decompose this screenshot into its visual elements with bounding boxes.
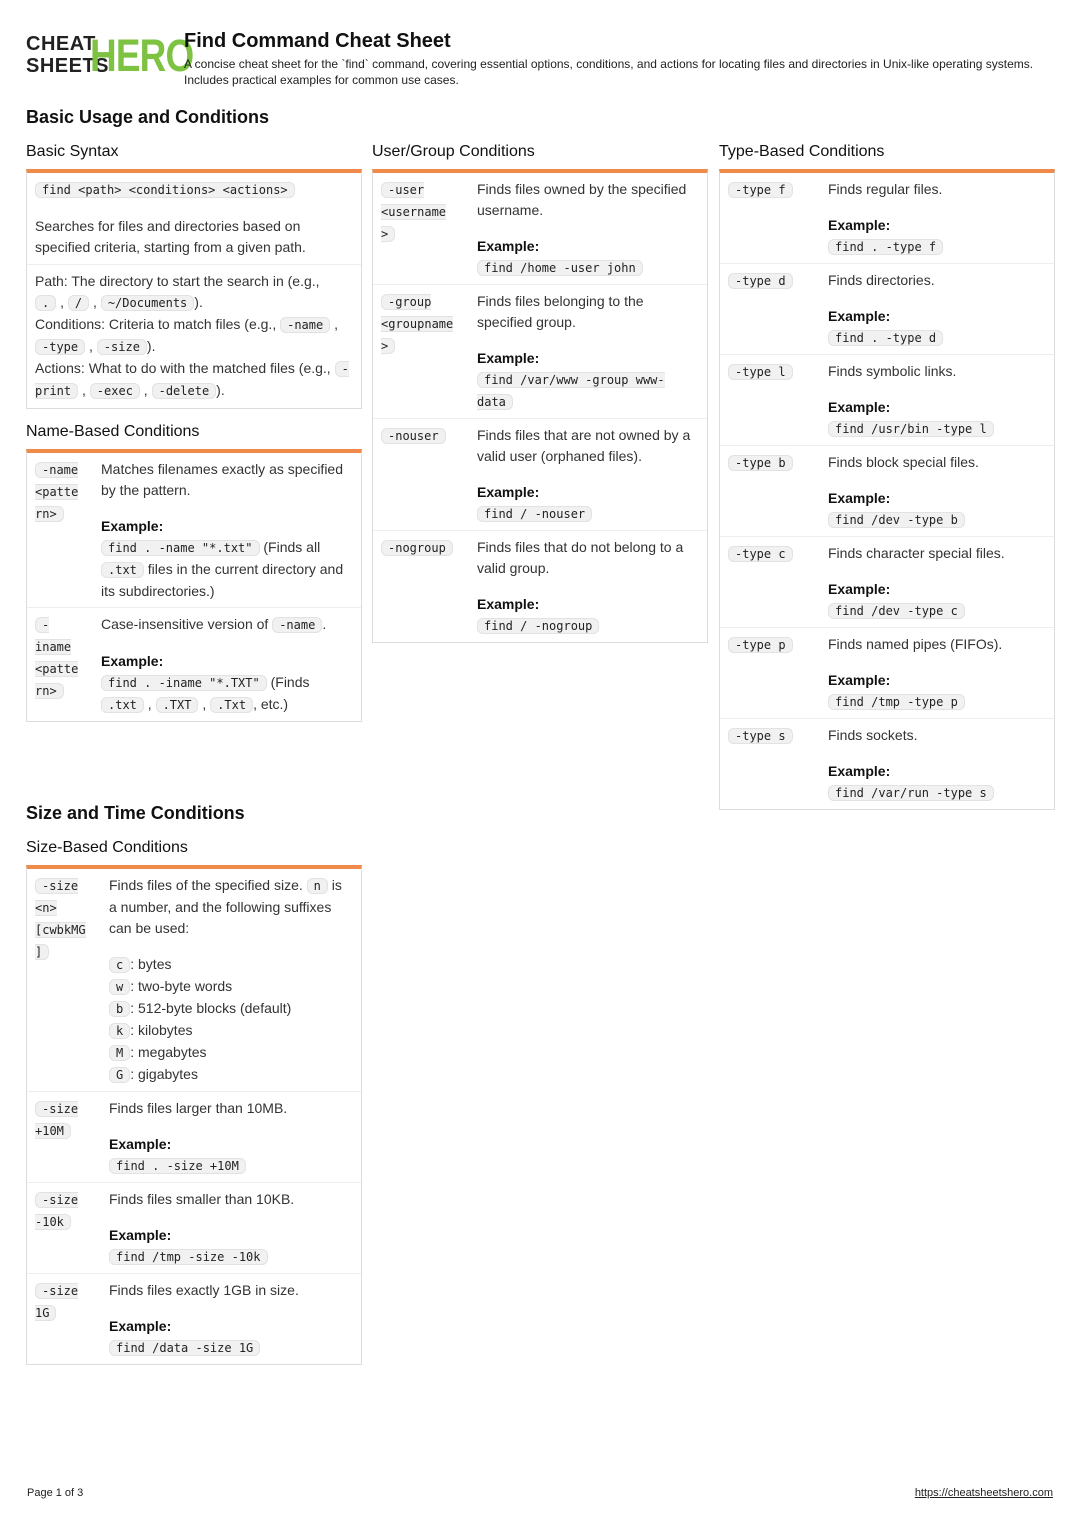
row-example: find . -type f (828, 236, 1046, 258)
syntax-code: find <path> <conditions> <actions> (35, 182, 295, 198)
column-3 (719, 143, 1055, 810)
code-delete: -delete (152, 383, 217, 399)
suffix-item: G : gigabytes (109, 1064, 353, 1086)
example-label: Example: (477, 238, 540, 254)
page-title: Find Command Cheat Sheet (184, 30, 451, 52)
row-example: find /dev -type b (828, 509, 1046, 531)
row-description: Finds symbolic links. (828, 363, 957, 379)
row-key: -type f (728, 182, 793, 198)
row-example: find / -nouser (477, 503, 699, 525)
example-label: Example: (828, 581, 891, 597)
example-label: Example: (109, 1136, 172, 1152)
table-row (27, 1274, 361, 1364)
section-size-time-title: Size and Time Conditions (26, 803, 245, 823)
syntax-description: Searches for files and directories based on specified criteria, starting from a given path. (35, 218, 306, 255)
path-line: Path: The directory to start the search in (e.g., . , / , ~/Documents ). (35, 273, 320, 310)
suffix-list (109, 954, 353, 1086)
example-label: Example: (477, 596, 540, 612)
row-key: -type s (728, 728, 793, 744)
syntax-parts (27, 265, 361, 408)
row-example: find /tmp -type p (828, 691, 1046, 713)
row-description: Finds files exactly 1GB in size. (109, 1282, 299, 1298)
syntax-block (27, 173, 361, 265)
row-example: find /home -user john (477, 257, 699, 279)
code-root: / (68, 295, 89, 311)
row-description: Finds files owned by the specified username. (477, 181, 687, 218)
suffix-item: w : two-byte words (109, 976, 353, 998)
size-based-title: Size-Based Conditions (26, 839, 188, 856)
row-description: Matches filenames exactly as specified by the pattern. (101, 461, 343, 498)
row-key: -type b (728, 455, 793, 471)
table-row (27, 869, 361, 1092)
row-key: -type p (728, 637, 793, 653)
table-row (720, 719, 1054, 809)
row-description: Finds files larger than 10MB. (109, 1100, 288, 1116)
type-based-title: Type-Based Conditions (719, 143, 885, 160)
code-dot: . (35, 295, 56, 311)
row-example: find /usr/bin -type l (828, 418, 1046, 440)
example-label: Example: (828, 490, 891, 506)
example-label: Example: (828, 308, 891, 324)
code-documents: ~/Documents (101, 295, 194, 311)
code-name: -name (280, 317, 330, 333)
code-exec: -exec (90, 383, 140, 399)
row-description: Finds character special files. (828, 545, 1005, 561)
code-type: -type (35, 339, 85, 355)
table-row (373, 173, 707, 285)
row-example: find /dev -type c (828, 600, 1046, 622)
site-link[interactable]: https://cheatsheetshero.com (914, 1487, 1053, 1499)
row-key: -size -10k (35, 1193, 79, 1229)
example-label: Example: (828, 399, 891, 415)
suffix-item: b : 512-byte blocks (default) (109, 998, 353, 1020)
row-key: -type c (728, 546, 793, 562)
row-key: -group <groupname > (381, 295, 454, 353)
table-row (27, 608, 361, 721)
example-label: Example: (477, 350, 540, 366)
code-size: -size (97, 339, 147, 355)
example-label: Example: (828, 217, 891, 233)
suffix-item: M : megabytes (109, 1042, 353, 1064)
row-key: -user <username > (381, 183, 447, 241)
logo-hero: HERO (90, 30, 194, 81)
row-description: Case-insensitive version of -name . (101, 616, 327, 632)
table-row (373, 419, 707, 531)
table-row (720, 628, 1054, 719)
row-description: Finds regular files. (828, 181, 943, 197)
table-row (720, 355, 1054, 446)
column-1 (26, 143, 362, 722)
row-description: Finds named pipes (FIFOs). (828, 636, 1003, 652)
row-description: Finds directories. (828, 272, 935, 288)
row-example: find /var/run -type s (828, 782, 1046, 804)
row-description: Finds files belonging to the specified group. (477, 293, 644, 330)
row-description: Finds files of the specified size. n is a number, and the following suffixes can be used: (109, 877, 342, 936)
row-key: -size 1G (35, 1284, 79, 1320)
key-iname: - iname <patte rn> (35, 618, 79, 698)
suffix-item: k : kilobytes (109, 1020, 353, 1042)
basic-syntax-card (26, 169, 362, 409)
size-column (26, 839, 362, 1365)
row-description: Finds files smaller than 10KB. (109, 1191, 295, 1207)
suffix-item: c : bytes (109, 954, 353, 976)
user-group-card (372, 169, 708, 643)
table-row (373, 285, 707, 419)
basic-syntax-title: Basic Syntax (26, 143, 119, 160)
size-based-card (26, 865, 362, 1365)
cheatsheetshero-logo[interactable] (26, 30, 194, 81)
section-basic-title: Basic Usage and Conditions (26, 107, 270, 127)
type-based-card (719, 169, 1055, 810)
name-based-title: Name-Based Conditions (26, 423, 200, 440)
row-key: -size +10M (35, 1102, 79, 1138)
row-example: find /tmp -size -10k (109, 1246, 353, 1268)
row-example: find . -iname "*.TXT" (Finds .txt , .TXT , .Txt , etc.) (101, 672, 353, 716)
row-description: Finds block special files. (828, 454, 979, 470)
table-row (27, 1092, 361, 1183)
page-header (26, 30, 1056, 90)
example-label: Example: (109, 1227, 172, 1243)
table-row (27, 1183, 361, 1274)
table-row (720, 446, 1054, 537)
table-row (720, 173, 1054, 264)
row-example: find . -size +10M (109, 1155, 353, 1177)
row-key: -type d (728, 273, 793, 289)
page-number: Page 1 of 3 (27, 1487, 84, 1499)
row-example: find /var/www -group www-data (477, 373, 665, 409)
actions-line: Actions: What to do with the matched files (e.g., -print , -exec , -delete ). (35, 360, 349, 398)
table-row (373, 531, 707, 642)
row-key: -nogroup (381, 540, 453, 556)
user-group-title: User/Group Conditions (372, 143, 535, 160)
row-description: Finds sockets. (828, 727, 918, 743)
row-example: find / -nogroup (477, 615, 699, 637)
name-based-card (26, 449, 362, 722)
key-size: -size <n> [cwbkMG ] (35, 879, 86, 959)
table-row (27, 453, 361, 608)
example-label: Example: (828, 672, 891, 688)
table-row (720, 264, 1054, 355)
example-label: Example: (101, 653, 164, 669)
key-name: -name <patte rn> (35, 463, 79, 521)
row-example: find . -name "*.txt" (Finds all .txt files in the current directory and its subdirectories.) (101, 539, 344, 599)
row-example: find /data -size 1G (109, 1337, 353, 1359)
example-label: Example: (477, 484, 540, 500)
logo-sheets: SHEETS (26, 55, 110, 77)
row-key: -nouser (381, 428, 446, 444)
row-description: Finds files that are not owned by a valid user (orphaned files). (477, 427, 691, 464)
example-label: Example: (109, 1318, 172, 1334)
logo-cheat: CHEAT (26, 33, 96, 55)
example-label: Example: (101, 518, 164, 534)
page-subtitle: A concise cheat sheet for the `find` command, covering essential options, conditions, and actions for locating files and directories in Unix-like operating systems. Includes practical examples for common use cases. (184, 57, 1034, 87)
row-description: Finds files that do not belong to a valid group. (477, 539, 684, 576)
row-key: -type l (728, 364, 793, 380)
code-print: -print (35, 362, 349, 398)
column-2 (372, 143, 708, 643)
table-row (720, 537, 1054, 628)
conditions-line: Conditions: Criteria to match files (e.g., -name , -type , -size ). (35, 316, 339, 354)
example-label: Example: (828, 763, 891, 779)
row-example: find . -type d (828, 327, 1046, 349)
